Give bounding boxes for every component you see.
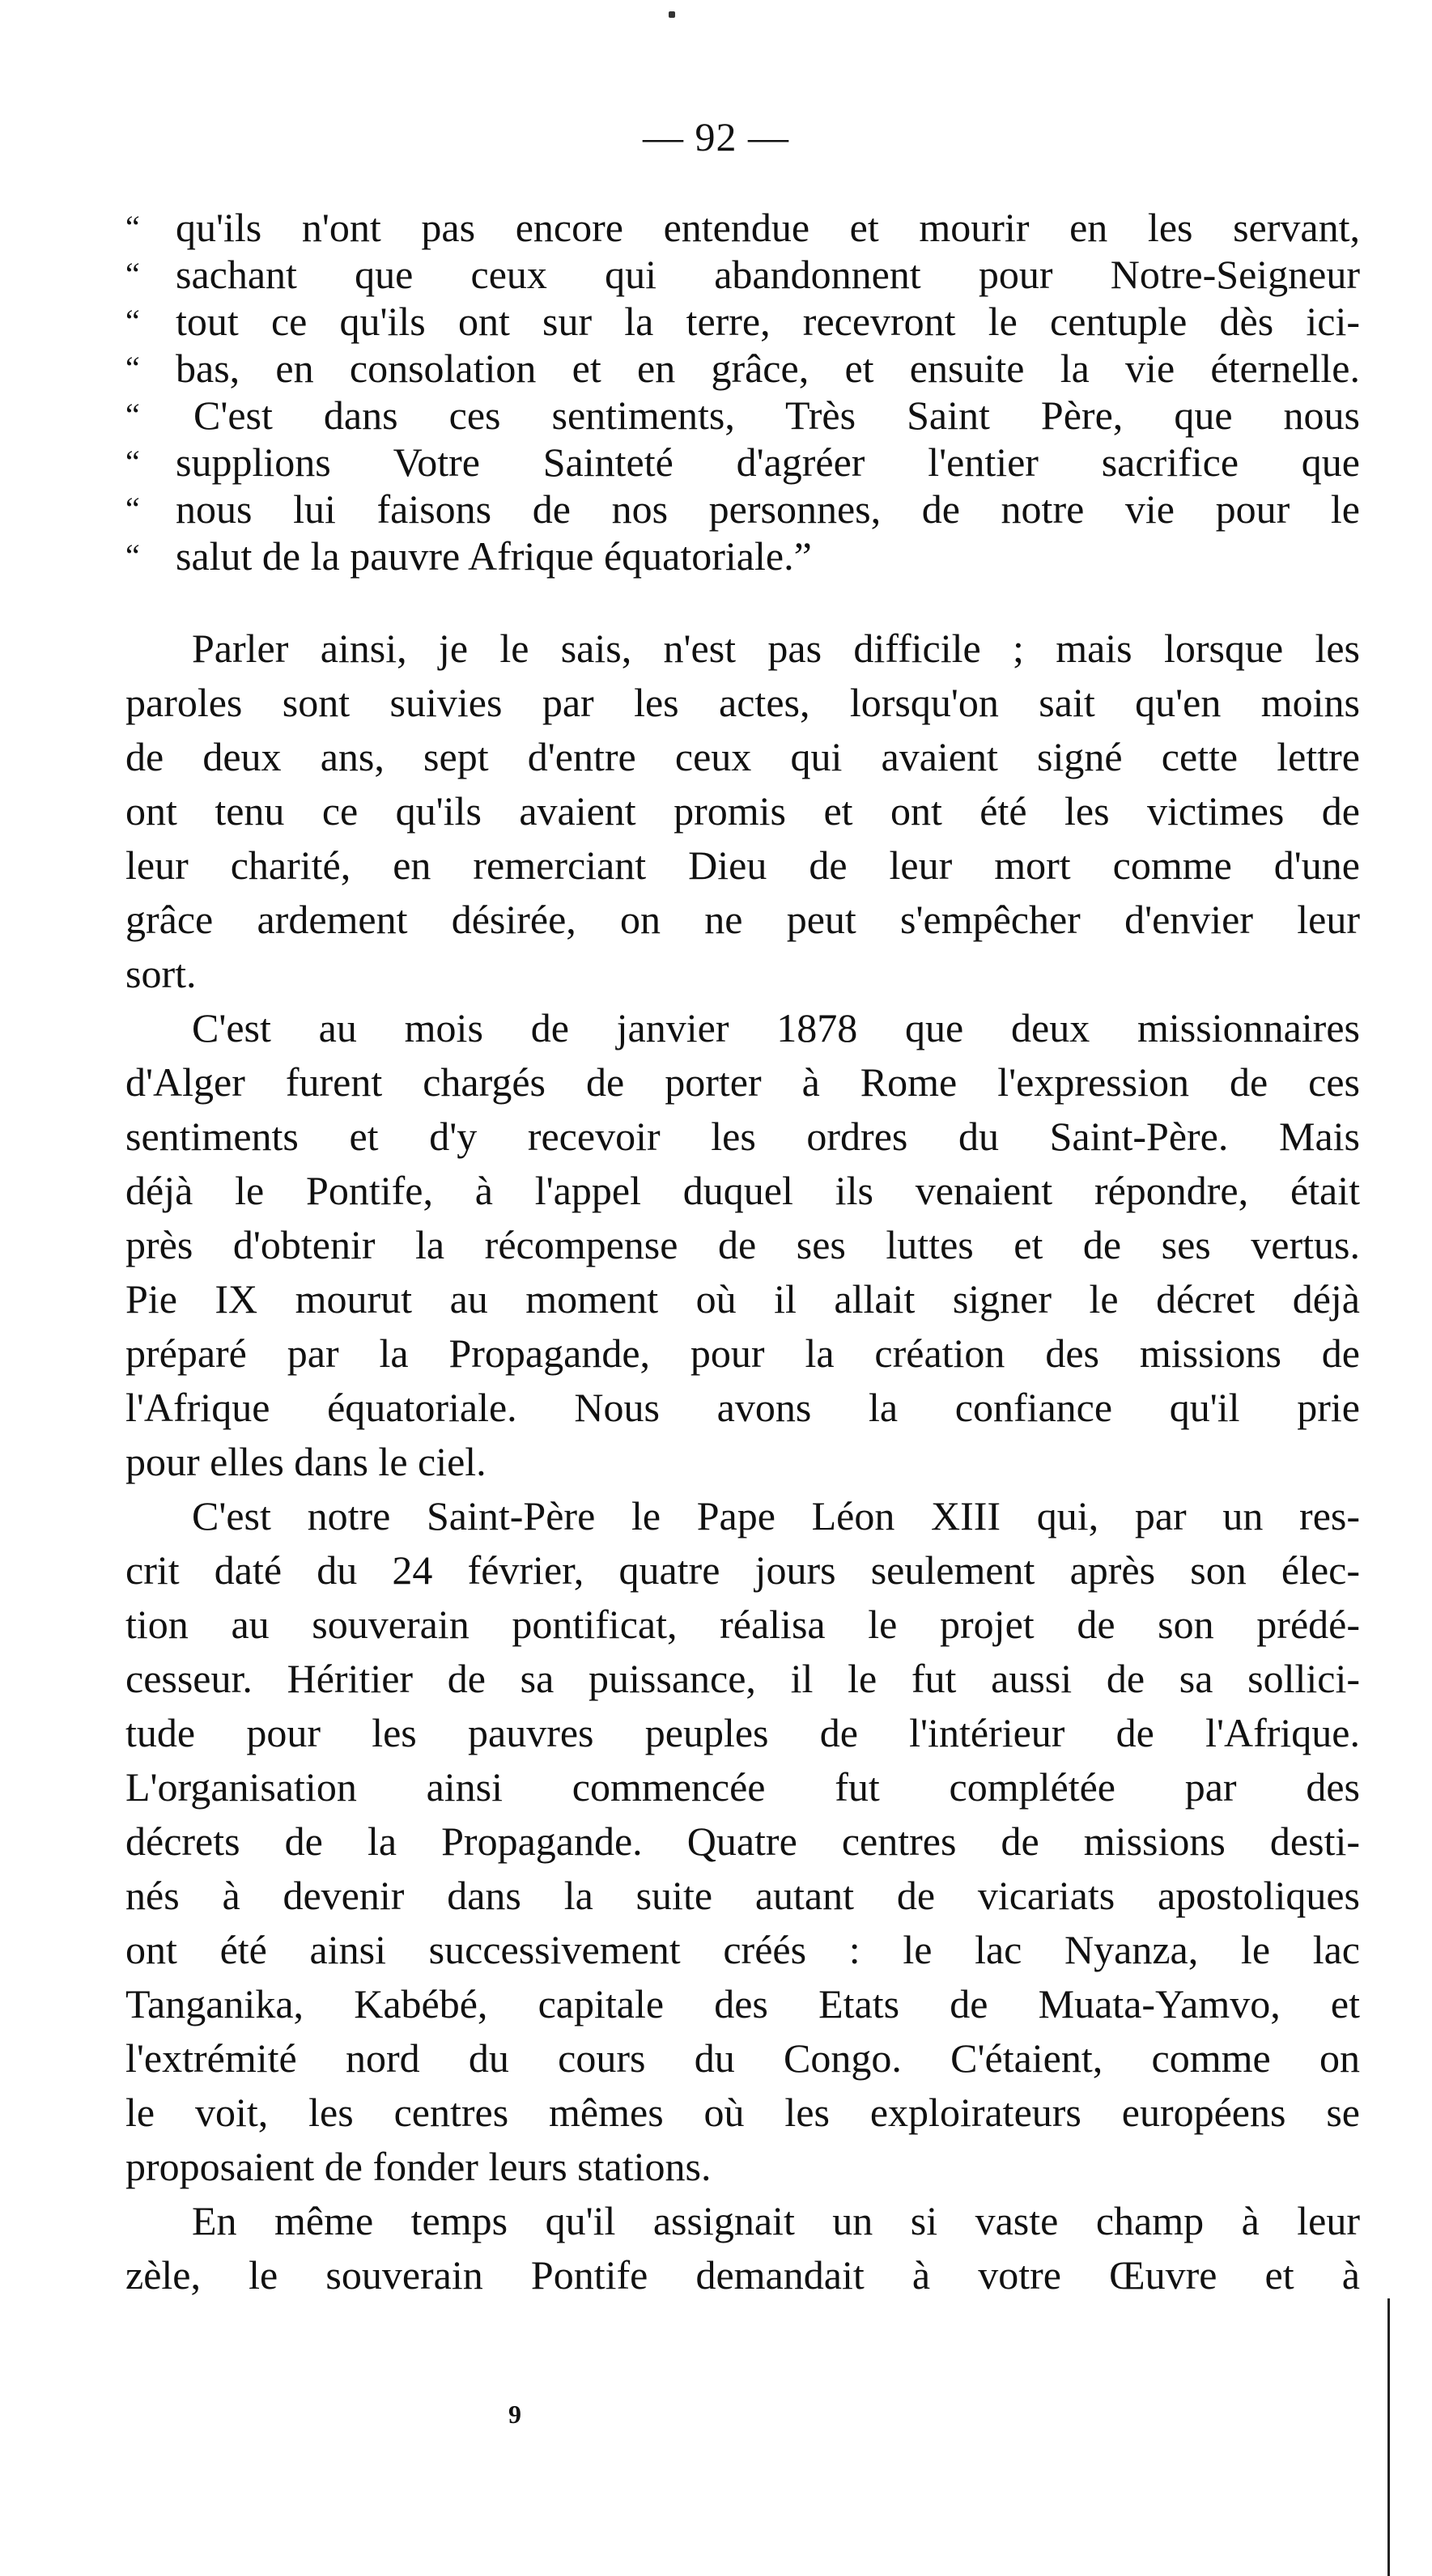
paragraph-line: zèle, le souverain Pontife demandait à votre Œuvre et à <box>125 2252 1360 2298</box>
quote-line-text: sachant que ceux qui abandonnent pour Notre-Seigneur <box>176 252 1360 297</box>
paragraph-line: sort. <box>125 951 197 996</box>
quoted-letter <box>125 204 1360 579</box>
paragraph-line: d'Alger furent chargés de porter à Rome l'expression de ces <box>125 1059 1360 1105</box>
quote-line <box>125 251 1360 298</box>
quote-mark: “ <box>125 490 140 527</box>
quote-line-text: salut de la pauvre Afrique équatoriale.” <box>176 533 812 579</box>
quote-line-text: qu'ils n'ont pas encore entendue et mourir en les servant, <box>176 205 1360 250</box>
quote-mark: “ <box>125 537 140 574</box>
paragraph-line: de deux ans, sept d'entre ceux qui avaient signé cette lettre <box>125 734 1360 779</box>
paragraph-line: le voit, les centres mêmes où les exploirateurs européens se <box>125 2090 1360 2135</box>
body-text <box>125 622 1360 2302</box>
quote-mark: “ <box>125 256 140 292</box>
paragraph-line: l'Afrique équatoriale. Nous avons la confiance qu'il prie <box>125 1385 1360 1430</box>
print-speck <box>669 11 675 18</box>
paragraph <box>125 622 1360 1001</box>
paragraph-line: l'extrémité nord du cours du Congo. C'étaient, comme on <box>125 2035 1360 2081</box>
paragraph-line: paroles sont suivies par les actes, lorsqu'on sait qu'en moins <box>125 680 1360 725</box>
paragraph-line: Pie IX mourut au moment où il allait signer le décret déjà <box>125 1276 1360 1322</box>
quote-line-text: C'est dans ces sentiments, Très Saint Père, que nous <box>193 393 1360 438</box>
paragraph <box>125 2194 1360 2302</box>
paragraph-line: leur charité, en remerciant Dieu de leur mort comme d'une <box>125 842 1360 888</box>
paragraph-line: L'organisation ainsi commencée fut complétée par des <box>125 1764 1360 1810</box>
page-number: — 92 — <box>643 114 789 159</box>
paragraph-line: nés à devenir dans la suite autant de vicariats apostoliques <box>125 1873 1360 1918</box>
quote-line-text: tout ce qu'ils ont sur la terre, recevront le centuple dès ici- <box>176 299 1360 344</box>
quote-line <box>125 298 1360 345</box>
paragraph-line: ont été ainsi successivement créés : le lac Nyanza, le lac <box>125 1927 1360 1972</box>
paragraph-line: déjà le Pontife, à l'appel duquel ils venaient répondre, était <box>125 1168 1360 1213</box>
quote-mark: “ <box>125 303 140 339</box>
quote-mark: “ <box>125 209 140 245</box>
paragraph-line: proposaient de fonder leurs stations. <box>125 2144 712 2189</box>
quote-line <box>125 439 1360 486</box>
quote-mark: “ <box>125 350 140 386</box>
quote-line-text: bas, en consolation et en grâce, et ensuite la vie éternelle. <box>176 346 1360 391</box>
margin-rule <box>1387 2298 1390 2576</box>
paragraph <box>125 1001 1360 1489</box>
paragraph-line: cesseur. Héritier de sa puissance, il le fut aussi de sa sollici- <box>125 1656 1360 1701</box>
signature-mark: 9 <box>508 2400 521 2429</box>
paragraph-line: C'est au mois de janvier 1878 que deux missionnaires <box>192 1005 1360 1050</box>
quote-line <box>125 533 1360 579</box>
quote-line <box>125 392 1360 439</box>
paragraph <box>125 1489 1360 2194</box>
paragraph-line: crit daté du 24 février, quatre jours seulement après son élec- <box>125 1547 1360 1593</box>
paragraph-line: Parler ainsi, je le sais, n'est pas difficile ; mais lorsque les <box>192 626 1360 671</box>
quote-line-text: supplions Votre Sainteté d'agréer l'entier sacrifice que <box>176 439 1360 485</box>
quote-mark: “ <box>125 397 140 433</box>
paragraph-line: tude pour les pauvres peuples de l'intérieur de l'Afrique. <box>125 1710 1360 1755</box>
quote-line <box>125 486 1360 533</box>
paragraph-line: près d'obtenir la récompense de ses luttes et de ses vertus. <box>125 1222 1360 1267</box>
paragraph-line: sentiments et d'y recevoir les ordres du Saint-Père. Mais <box>125 1114 1360 1159</box>
paragraph-line: ont tenu ce qu'ils avaient promis et ont été les victimes de <box>125 788 1360 834</box>
paragraph-line: tion au souverain pontificat, réalisa le projet de son prédé- <box>125 1602 1360 1647</box>
paragraph-line: préparé par la Propagande, pour la création des missions de <box>125 1330 1360 1376</box>
paragraph-line: C'est notre Saint-Père le Pape Léon XIII qui, par un res- <box>192 1493 1360 1538</box>
paragraph-line: grâce ardement désirée, on ne peut s'empêcher d'envier leur <box>125 897 1360 942</box>
paragraph-line: Tanganika, Kabébé, capitale des Etats de Muata-Yamvo, et <box>125 1981 1360 2026</box>
paragraph-line: décrets de la Propagande. Quatre centres de missions desti- <box>125 1818 1360 1864</box>
quote-line <box>125 345 1360 392</box>
quote-mark: “ <box>125 443 140 480</box>
paragraph-line: pour elles dans le ciel. <box>125 1439 487 1484</box>
paragraph-line: En même temps qu'il assignait un si vaste champ à leur <box>192 2198 1360 2243</box>
quote-line-text: nous lui faisons de nos personnes, de notre vie pour le <box>176 486 1360 532</box>
quote-line <box>125 204 1360 251</box>
